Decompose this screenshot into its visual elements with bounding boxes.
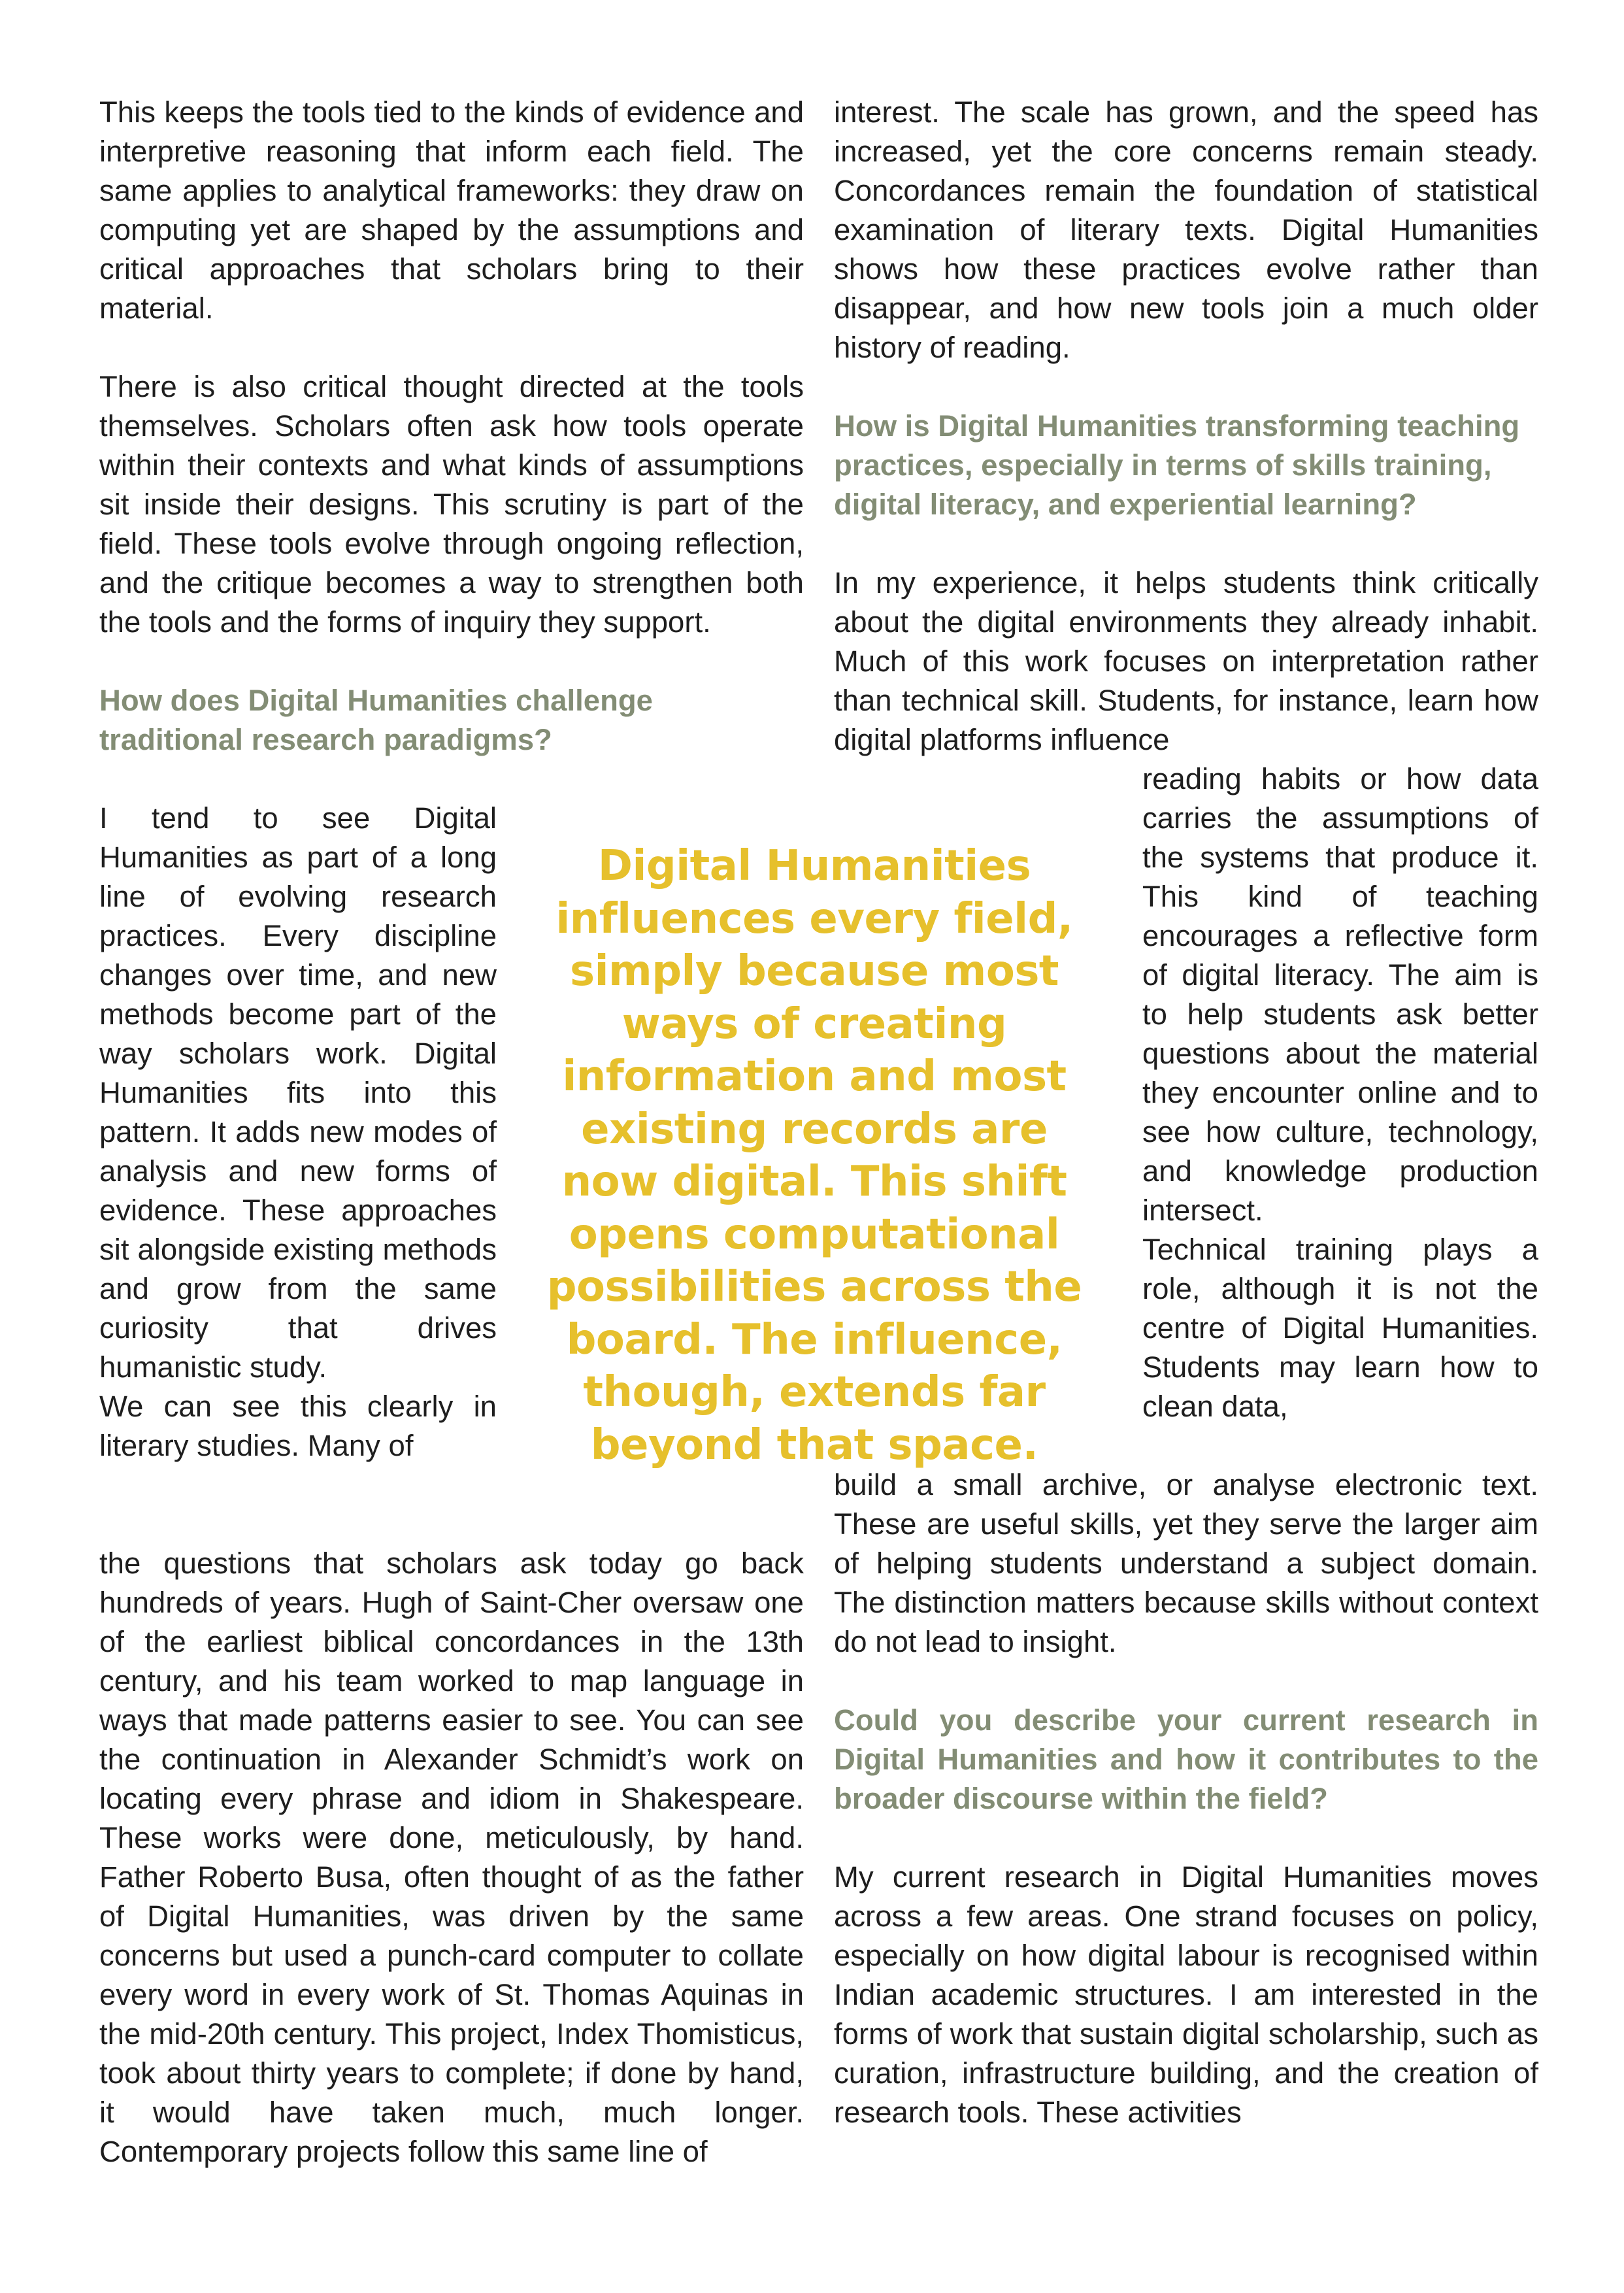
text-wrap-beside-quote bbox=[99, 799, 497, 1544]
text-wrap-beside-quote bbox=[1142, 760, 1538, 1465]
paragraph: This keeps the tools tied to the kinds of evidence and interpretive reasoning that inform each field. The same applies to analytical frameworks: they draw on computing yet are shaped by the assumptions and critical approaches that scholars bring to their material. bbox=[99, 95, 804, 325]
section-question: How does Digital Humanities challenge traditional research paradigms? bbox=[99, 684, 653, 756]
paragraph: interest. The scale has grown, and the speed has increased, yet the core concerns remain steady. Concordances remain the foundation of statistical examination of literary texts. Digital Humanities shows how these practices evolve rather than disappear, and how new tools join a much older history of reading. bbox=[834, 95, 1538, 364]
paragraph: reading habits or how data carries the assumptions of the systems that produce it. This kind of teaching encourages a reflective form of digital literacy. The aim is to help students ask better questions about the material they encounter online and to see how culture, technology, and knowledge production intersect. bbox=[1142, 762, 1538, 1227]
section-question: Could you describe your current research in Digital Humanities and how it contributes to the broader discourse within the field? bbox=[834, 1703, 1538, 1815]
paragraph: My current research in Digital Humanities moves across a few areas. One strand focuses on policy, especially on how digital labour is recognised within Indian academic structures. I am interested in the forms of work that sustain digital scholarship, such as curation, infrastructure building, and the creation of research tools. These activities bbox=[834, 1860, 1538, 2129]
paragraph: In my experience, it helps students think critically about the digital environments they already inhabit. Much of this work focuses on interpretation rather than technical skill. Students, for instance, learn how digital platforms influence bbox=[834, 566, 1538, 756]
section-question: How is Digital Humanities transforming teaching practices, especially in terms of skills training, digital literacy, and experiential learning? bbox=[834, 409, 1520, 521]
paragraph: I tend to see Digital Humanities as part of a long line of evolving research practices. Every discipline changes over time, and new methods become part of the way scholars work. Digital Humanities fits into this pattern. It adds new modes of analysis and new forms of evidence. These approaches sit alongside existing methods and grow from the same curiosity that drives humanistic study. bbox=[99, 801, 497, 1384]
paragraph: Technical training plays a role, although it is not the centre of Digital Humanities. Students may learn how to clean data, bbox=[1142, 1233, 1538, 1423]
paragraph: the questions that scholars ask today go back hundreds of years. Hugh of Saint-Cher oversaw one of the earliest biblical concordances in the 13th century, and his team worked to map language in ways that made patterns easier to see. You can see the continuation in Alexander Schmidt’s work on locating every phrase and idiom in Shakespeare. These works were done, meticulously, by hand. Father Roberto Busa, often thought of as the father of Digital Humanities, was driven by the same concerns but used a punch-card computer to collate every word in every work of St. Thomas Aquinas in the mid-20th century. This project, Index Thomisticus, took about thirty years to complete; if done by hand, it would have taken much, much longer. Contemporary projects follow this same line of bbox=[99, 1547, 804, 2168]
paragraph: We can see this clearly in literary studies. Many of bbox=[99, 1390, 497, 1462]
paragraph: There is also critical thought directed at the tools themselves. Scholars often ask how tools operate within their contexts and what kinds of assumptions sit inside their designs. This scrutiny is part of the field. These tools evolve through ongoing reflection, and the critique becomes a way to strengthen both the tools and the forms of inquiry they support. bbox=[99, 370, 804, 639]
pull-quote: Digital Humanities influences every field, simply because most ways of creating information and most existing records are now digital. This shift opens computational possibilities across the board. The influence, though, extends far beyond that space. bbox=[546, 842, 1082, 1469]
paragraph: build a small archive, or analyse electronic text. These are useful skills, yet they serve the larger aim of helping students understand a subject domain. The distinction matters because skills without context do not lead to insight. bbox=[834, 1468, 1538, 1658]
